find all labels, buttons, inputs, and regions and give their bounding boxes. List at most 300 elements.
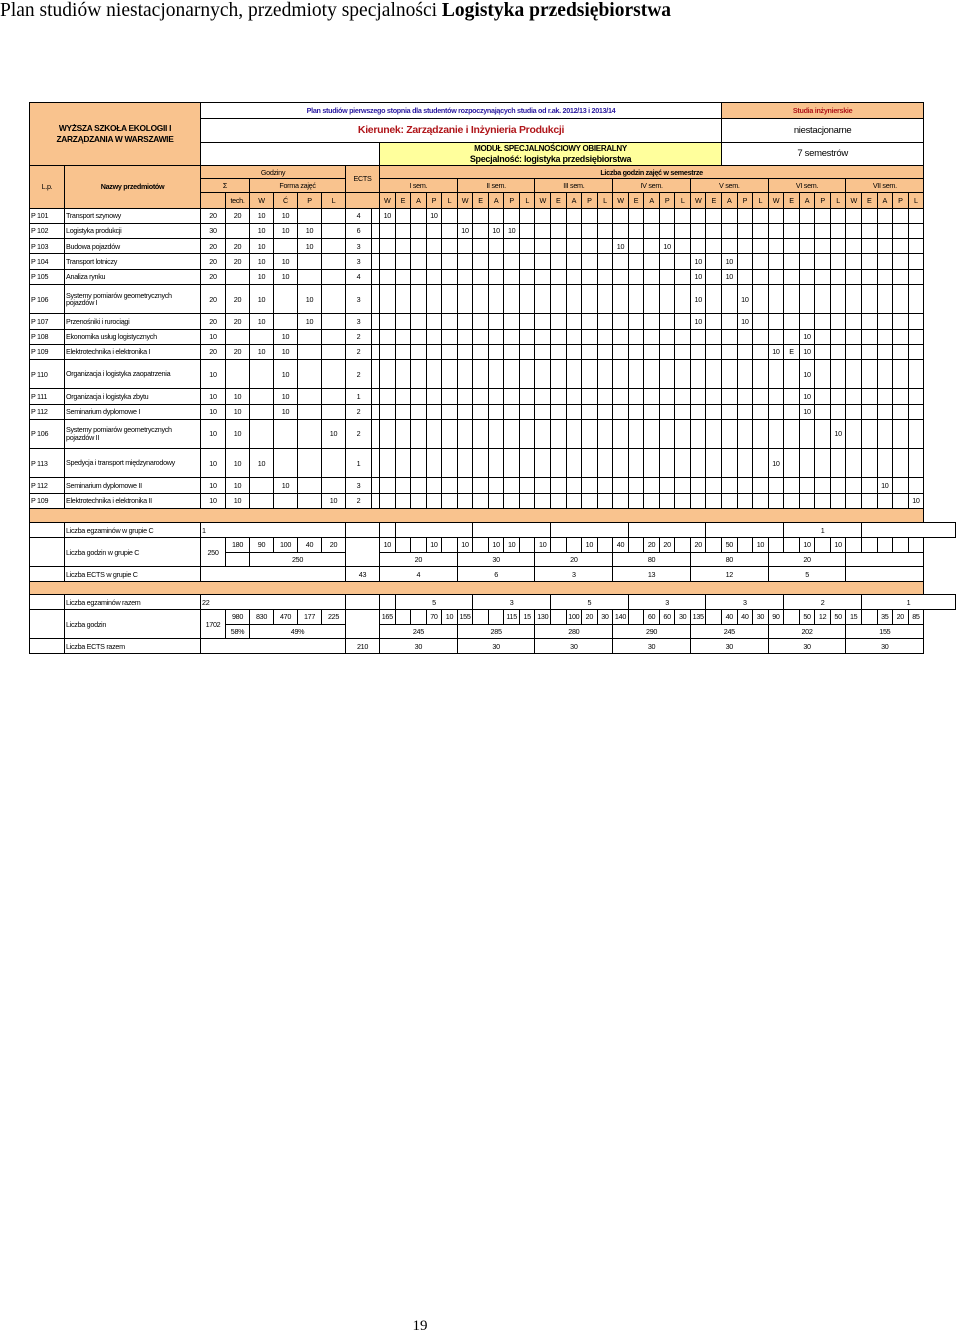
semester-hours-cell	[908, 239, 924, 254]
subject-ects: 3	[346, 478, 372, 493]
semester-form-subheader: W	[380, 192, 396, 208]
semester-hours-cell	[613, 360, 629, 389]
study-mode: niestacjonarne	[722, 118, 924, 143]
spacer-cell	[346, 610, 380, 639]
semester-hours-cell	[846, 269, 862, 284]
study-type: Studia inżynierskie	[722, 103, 924, 119]
semester-hours-cell	[628, 269, 644, 284]
semester-hours-cell	[830, 360, 846, 389]
table-row	[30, 478, 956, 493]
semester-hours-cell	[815, 449, 831, 478]
semester-hours-cell	[395, 344, 411, 359]
subject-hours-sum: 20	[201, 254, 226, 269]
semester-hours-cell	[442, 285, 458, 314]
subject-code: P 106	[30, 419, 65, 448]
subject-hours-w: 10	[250, 449, 274, 478]
semester-hours-cell	[861, 329, 877, 344]
semester-hours-cell	[815, 404, 831, 419]
semester-hours-cell: 10	[690, 269, 706, 284]
semester-hours-cell	[395, 419, 411, 448]
semester-hours-cell	[473, 344, 489, 359]
spacer-cell	[201, 567, 346, 582]
hours-sum: 1702	[201, 610, 226, 639]
exams-label: Liczba egzaminów w grupie C	[65, 523, 201, 538]
semester-hours-cell	[488, 360, 504, 389]
semester-hours-cell	[893, 254, 909, 269]
semester-hours-cell	[395, 404, 411, 419]
semester-hours-cell	[457, 389, 473, 404]
table-row	[30, 508, 956, 523]
subject-hours-tech: 20	[226, 344, 250, 359]
semester-hours-cell	[877, 329, 893, 344]
semester-ects	[846, 567, 924, 582]
hours-p: 40	[298, 538, 322, 553]
semester-hours-cell	[582, 208, 598, 223]
subject-hours-p	[298, 389, 322, 404]
semester-hours-total: 20	[380, 552, 458, 567]
semester-hours-summary	[846, 538, 862, 553]
semester-hours-cell	[908, 389, 924, 404]
semester-hours-cell	[768, 404, 784, 419]
subject-hours-l	[322, 360, 346, 389]
semester-exams: 3	[628, 595, 706, 610]
semester-hours-cell	[722, 285, 738, 314]
semester-hours-cell: 10	[737, 314, 753, 329]
semester-hours-cell	[877, 360, 893, 389]
subject-code: P 109	[30, 493, 65, 508]
semester-hours-cell	[877, 389, 893, 404]
hours-header: Godziny	[201, 165, 346, 178]
semester-hours-cell	[706, 389, 722, 404]
semester-hours-cell	[473, 329, 489, 344]
semester-hours-header: Liczba godzin zajęć w semestrze	[380, 165, 924, 178]
semester-hours-cell	[908, 360, 924, 389]
semester-hours-cell: 10	[799, 404, 815, 419]
semester-hours-cell	[442, 404, 458, 419]
semester-hours-cell	[411, 239, 427, 254]
subject-hours-tech: 10	[226, 419, 250, 448]
spacer-cell	[30, 610, 65, 639]
semester-hours-cell	[551, 254, 567, 269]
semester-hours-cell	[597, 208, 613, 223]
semester-hours-summary	[784, 610, 800, 625]
semester-header: VII sem.	[846, 179, 924, 192]
hours-wcpl-total: 250	[250, 552, 346, 567]
subject-hours-tech: 20	[226, 239, 250, 254]
subject-code: P 108	[30, 329, 65, 344]
semester-hours-cell	[659, 344, 675, 359]
semester-hours-cell: 10	[799, 360, 815, 389]
semester-hours-cell	[706, 404, 722, 419]
table-row	[30, 208, 956, 223]
semester-hours-cell	[768, 329, 784, 344]
semester-hours-summary: 50	[722, 538, 738, 553]
semester-hours-cell	[597, 478, 613, 493]
semester-hours-cell: 10	[722, 254, 738, 269]
semester-hours-cell	[535, 493, 551, 508]
subject-ects: 2	[346, 344, 372, 359]
semester-hours-cell	[380, 254, 396, 269]
semester-hours-cell	[504, 493, 520, 508]
semester-hours-cell	[644, 208, 660, 223]
form-subheader: P	[298, 192, 322, 208]
spacer-cell	[372, 314, 380, 329]
hours-w: 830	[250, 610, 274, 625]
semester-hours-cell	[815, 478, 831, 493]
semester-hours-cell	[815, 254, 831, 269]
semester-form-subheader: A	[488, 192, 504, 208]
semester-hours-cell	[644, 419, 660, 448]
semester-hours-cell	[426, 389, 442, 404]
semester-hours-cell	[861, 239, 877, 254]
subject-hours-w	[250, 493, 274, 508]
semester-form-subheader: P	[893, 192, 909, 208]
semester-hours-summary: 40	[722, 610, 738, 625]
semester-hours-cell	[768, 419, 784, 448]
spacer-cell	[346, 595, 380, 610]
semester-hours-cell	[519, 314, 535, 329]
semester-hours-cell	[395, 208, 411, 223]
subject-name: Transport szynowy	[65, 208, 201, 223]
semester-hours-summary: 10	[380, 538, 396, 553]
semester-hours-cell	[597, 449, 613, 478]
semester-form-subheader: P	[426, 192, 442, 208]
semester-hours-cell	[411, 254, 427, 269]
hours-sum: 250	[201, 538, 226, 567]
subject-hours-l	[322, 344, 346, 359]
subject-hours-l	[322, 285, 346, 314]
semester-hours-cell	[659, 449, 675, 478]
semester-hours-cell	[535, 285, 551, 314]
semester-form-subheader: W	[768, 192, 784, 208]
semester-hours-cell	[628, 478, 644, 493]
semester-hours-cell	[488, 314, 504, 329]
semester-hours-cell	[675, 329, 691, 344]
semester-hours-cell	[380, 478, 396, 493]
semester-hours-cell	[535, 404, 551, 419]
semester-hours-cell	[442, 329, 458, 344]
semester-hours-cell	[380, 223, 396, 238]
semester-form-subheader: E	[861, 192, 877, 208]
spacer-cell	[372, 493, 380, 508]
semester-hours-cell	[877, 404, 893, 419]
semester-hours-cell	[877, 314, 893, 329]
spacer-cell	[372, 449, 380, 478]
semester-hours-cell	[597, 344, 613, 359]
semester-hours-cell	[535, 208, 551, 223]
semester-form-subheader: L	[675, 192, 691, 208]
semester-hours-cell	[628, 360, 644, 389]
subject-hours-w: 10	[250, 314, 274, 329]
subject-hours-l	[322, 449, 346, 478]
semester-hours-cell	[613, 269, 629, 284]
semester-hours-cell	[753, 314, 769, 329]
semester-hours-cell	[675, 223, 691, 238]
subject-hours-sum: 20	[201, 314, 226, 329]
semester-hours-summary: 40	[613, 538, 629, 553]
semester-hours-summary: 85	[908, 610, 924, 625]
semester-hours-cell	[784, 239, 800, 254]
semester-form-subheader: P	[815, 192, 831, 208]
semester-hours-cell	[644, 329, 660, 344]
spacer-cell	[372, 208, 380, 223]
semester-hours-cell	[722, 208, 738, 223]
semester-hours-cell	[411, 389, 427, 404]
semester-hours-summary	[628, 610, 644, 625]
subject-hours-l	[322, 404, 346, 419]
semester-hours-cell	[488, 208, 504, 223]
subject-ects: 3	[346, 314, 372, 329]
spacer-cell	[346, 538, 380, 567]
semester-hours-cell	[457, 254, 473, 269]
semester-hours-cell	[877, 208, 893, 223]
semester-hours-cell	[551, 223, 567, 238]
subject-hours-tech: 10	[226, 389, 250, 404]
semester-hours-total: 20	[535, 552, 613, 567]
semester-hours-summary	[784, 538, 800, 553]
hours-tech: 180	[226, 538, 250, 553]
semester-hours-cell	[582, 314, 598, 329]
semester-hours-cell	[737, 239, 753, 254]
semester-hours-cell	[815, 239, 831, 254]
semester-hours-cell	[488, 285, 504, 314]
semester-hours-summary: 10	[535, 538, 551, 553]
semester-hours-cell	[551, 344, 567, 359]
subject-code: P 112	[30, 404, 65, 419]
semester-hours-cell	[551, 404, 567, 419]
spacer-cell	[30, 523, 65, 538]
semester-hours-cell	[737, 254, 753, 269]
semester-hours-total: 245	[690, 624, 768, 639]
semester-hours-summary: 70	[426, 610, 442, 625]
semester-hours-cell	[457, 493, 473, 508]
semester-hours-cell	[597, 493, 613, 508]
semester-hours-cell	[457, 285, 473, 314]
semester-form-subheader: L	[442, 192, 458, 208]
semester-hours-summary	[597, 538, 613, 553]
semester-hours-cell	[473, 389, 489, 404]
semester-hours-cell	[815, 208, 831, 223]
exams-label: Liczba egzaminów razem	[65, 595, 201, 610]
semester-hours-cell	[706, 285, 722, 314]
semester-hours-summary: 20	[690, 538, 706, 553]
subject-hours-p	[298, 478, 322, 493]
subject-hours-l: 10	[322, 493, 346, 508]
semester-hours-cell	[659, 285, 675, 314]
semester-hours-cell	[675, 478, 691, 493]
semester-hours-cell	[675, 449, 691, 478]
semester-hours-cell	[597, 223, 613, 238]
subject-hours-c: 10	[274, 389, 298, 404]
ects-subheader	[346, 192, 380, 208]
subject-name: Elektrotechnika i elektronika II	[65, 493, 201, 508]
semester-hours-cell	[784, 223, 800, 238]
semester-ects: 30	[380, 639, 458, 654]
semester-hours-cell	[675, 239, 691, 254]
subject-hours-l	[322, 254, 346, 269]
semester-hours-summary	[877, 538, 893, 553]
semester-hours-cell	[535, 239, 551, 254]
ects-label: Liczba ECTS razem	[65, 639, 201, 654]
subject-code: P 110	[30, 360, 65, 389]
semester-hours-cell	[675, 208, 691, 223]
semester-hours-cell	[784, 404, 800, 419]
subject-hours-tech: 10	[226, 493, 250, 508]
heading-prefix: Plan studiów niestacjonarnych, przedmioty specjalności	[0, 0, 442, 21]
semester-hours-cell	[737, 389, 753, 404]
semester-hours-cell	[519, 285, 535, 314]
semester-hours-cell	[582, 389, 598, 404]
semester-hours-summary: 50	[799, 610, 815, 625]
spacer-cell	[372, 360, 380, 389]
semester-hours-cell	[519, 449, 535, 478]
semester-hours-cell	[690, 223, 706, 238]
semester-hours-cell	[457, 314, 473, 329]
semester-exams: 2	[784, 595, 862, 610]
semester-hours-cell	[846, 344, 862, 359]
semester-hours-cell	[706, 360, 722, 389]
semester-ects: 12	[690, 567, 768, 582]
semester-hours-cell	[457, 419, 473, 448]
semester-hours-cell	[877, 493, 893, 508]
semester-hours-cell	[551, 285, 567, 314]
spacer-cell	[30, 538, 65, 567]
semester-hours-cell	[877, 239, 893, 254]
form-subheader: L	[322, 192, 346, 208]
semester-hours-cell	[457, 404, 473, 419]
semester-form-subheader: P	[737, 192, 753, 208]
semester-hours-cell	[628, 208, 644, 223]
semester-hours-cell	[644, 269, 660, 284]
subject-name: Systemy pomiarów geometrycznych pojazdów I	[65, 285, 201, 314]
semester-hours-cell	[737, 449, 753, 478]
subject-hours-tech	[226, 360, 250, 389]
semester-hours-cell	[411, 314, 427, 329]
semester-hours-cell	[613, 223, 629, 238]
semester-hours-cell	[566, 254, 582, 269]
semester-hours-cell	[753, 239, 769, 254]
form-subheader: W	[250, 192, 274, 208]
semester-hours-cell	[504, 208, 520, 223]
semester-hours-cell	[893, 239, 909, 254]
semester-hours-cell	[737, 329, 753, 344]
semester-hours-cell	[519, 493, 535, 508]
semester-hours-summary: 15	[846, 610, 862, 625]
semester-hours-cell	[675, 314, 691, 329]
semester-hours-cell	[426, 478, 442, 493]
semester-hours-cell	[504, 239, 520, 254]
semester-hours-cell	[566, 360, 582, 389]
semester-hours-cell	[815, 419, 831, 448]
semester-hours-total: 285	[457, 624, 535, 639]
semester-hours-summary: 10	[442, 610, 458, 625]
semester-hours-cell	[815, 285, 831, 314]
semester-hours-cell	[722, 329, 738, 344]
semester-hours-cell	[488, 269, 504, 284]
semester-hours-cell	[613, 419, 629, 448]
semester-hours-cell	[597, 360, 613, 389]
semester-hours-cell	[893, 360, 909, 389]
semesters-count: 7 semestrów	[722, 143, 924, 165]
kierunek: Kierunek: Zarządzanie i Inżynieria Produkcji	[201, 118, 722, 143]
semester-hours-summary: 140	[613, 610, 629, 625]
subject-hours-p	[298, 493, 322, 508]
semester-hours-cell	[861, 478, 877, 493]
semester-hours-cell	[473, 360, 489, 389]
subject-hours-sum: 20	[201, 269, 226, 284]
semester-ects: 30	[457, 639, 535, 654]
subject-ects: 6	[346, 223, 372, 238]
semester-hours-cell	[535, 329, 551, 344]
subject-hours-w: 10	[250, 239, 274, 254]
semester-hours-cell	[690, 478, 706, 493]
table-row	[30, 567, 956, 582]
subject-hours-p	[298, 329, 322, 344]
semester-hours-cell	[799, 239, 815, 254]
subject-hours-w: 10	[250, 208, 274, 223]
semester-hours-cell	[861, 419, 877, 448]
subject-name: Ekonomika usług logistycznych	[65, 329, 201, 344]
semester-hours-cell	[395, 478, 411, 493]
subject-hours-p: 10	[298, 223, 322, 238]
ects-header: ECTS	[346, 165, 380, 192]
semester-hours-cell	[566, 269, 582, 284]
semester-hours-cell	[411, 419, 427, 448]
semester-hours-total: 290	[613, 624, 691, 639]
subject-hours-c: 10	[274, 254, 298, 269]
semester-hours-cell	[519, 269, 535, 284]
semester-hours-cell	[893, 404, 909, 419]
subject-ects: 3	[346, 239, 372, 254]
semester-hours-cell	[706, 419, 722, 448]
sum-subheader	[201, 192, 226, 208]
semester-hours-cell	[877, 223, 893, 238]
table-row	[30, 538, 956, 553]
semester-hours-cell	[737, 404, 753, 419]
semester-hours-cell	[830, 208, 846, 223]
semester-form-subheader: W	[846, 192, 862, 208]
semester-hours-cell	[473, 419, 489, 448]
sigma-header: Σ	[201, 179, 250, 192]
semester-hours-cell	[830, 478, 846, 493]
semester-hours-cell	[473, 314, 489, 329]
semester-hours-cell	[659, 389, 675, 404]
semester-form-subheader: E	[395, 192, 411, 208]
semester-hours-cell	[504, 254, 520, 269]
table-row	[30, 595, 956, 610]
semester-hours-cell	[861, 360, 877, 389]
semester-hours-total: 280	[535, 624, 613, 639]
subject-hours-p	[298, 269, 322, 284]
semester-ects: 30	[535, 639, 613, 654]
semester-hours-summary: 10	[504, 538, 520, 553]
subject-hours-tech: 20	[226, 314, 250, 329]
table-row	[30, 493, 956, 508]
semester-hours-cell	[597, 419, 613, 448]
table-row	[30, 254, 956, 269]
semester-hours-cell	[613, 285, 629, 314]
semester-hours-cell	[706, 223, 722, 238]
semester-hours-cell	[768, 314, 784, 329]
semester-hours-summary	[706, 610, 722, 625]
semester-hours-cell	[535, 389, 551, 404]
semester-hours-cell	[473, 239, 489, 254]
semester-hours-cell	[411, 344, 427, 359]
semester-header: V sem.	[690, 179, 768, 192]
semester-form-subheader: W	[613, 192, 629, 208]
semester-hours-cell	[488, 419, 504, 448]
semester-hours-cell	[846, 478, 862, 493]
